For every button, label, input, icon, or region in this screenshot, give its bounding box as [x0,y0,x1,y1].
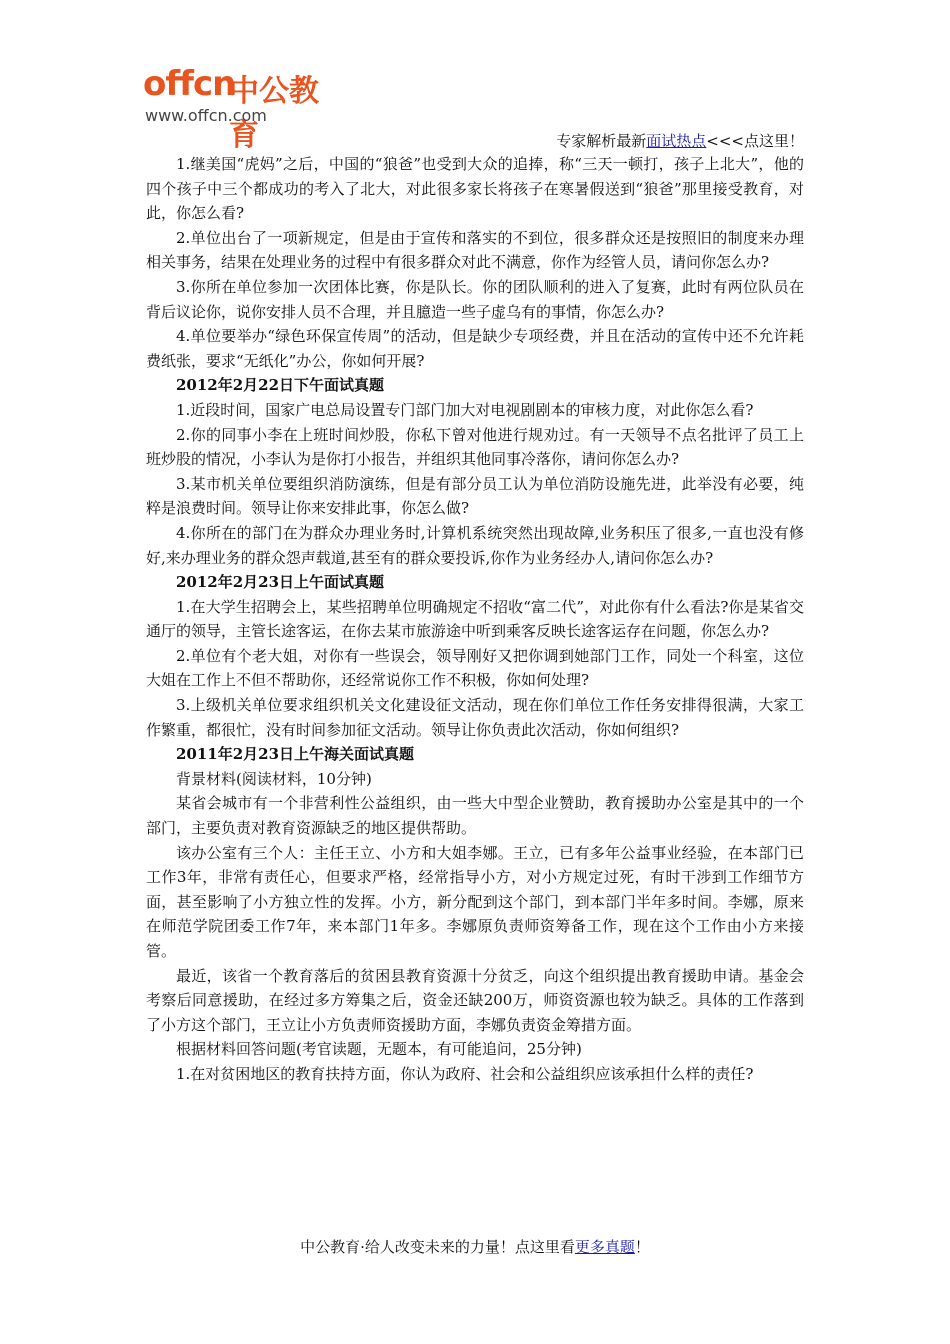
paragraph: 1.近段时间，国家广电总局设置专门部门加大对电视剧剧本的审核力度，对此你怎么看? [176,400,754,419]
paragraph: 某省会城市有一个非营利性公益组织，由一些大中型企业赞助，教育援助办公室是其中的一个部门，主要负责对教育资源缺乏的地区提供帮助。 [146,794,804,838]
header-prefix: 专家解析最新 [556,132,647,150]
paragraph: 1.在对贫困地区的教育扶持方面，你认为政府、社会和公益组织应该承担什么样的责任? [176,1064,754,1083]
paragraph: 1.继美国“虎妈”之后，中国的“狼爸”也受到大众的追捧，称“三天一顿打，孩子上北大”，他的四个孩子中三个都成功的考入了北大，对此很多家长将孩子在寒暑假送到“狼爸”那里接受教育，对此，你怎么看? [146,155,804,223]
footer-suffix: ！ [634,1238,650,1256]
paragraph: 4.单位要举办“绿色环保宣传周”的活动，但是缺少专项经费，并且在活动的宣传中还不允许耗费纸张，要求“无纸化”办公，你如何开展? [146,327,804,370]
article-body [146,152,804,1087]
paragraph: 最近，该省一个教育落后的贫困县教育资源十分贫乏，向这个组织提出教育援助申请。基金会考察后同意援助，在经过多方筹集之后，资金还缺200万，师资资源也较为缺乏。具体的工作落到了小方这个部门，王立让小方负责师资援助方面，李娜负责资金筹措方面。 [146,966,804,1034]
logo-brand: offcn [143,64,236,104]
section-heading: 2011年2月23日上午海关面试真题 [176,745,415,764]
paragraph: 该办公室有三个人：主任王立、小方和大姐李娜。王立，已有多年公益事业经验，在本部门已工作3年，非常有责任心，但要求严格，经常指导小方，对小方规定过死，有时干涉到工作细节方面，甚至影响了小方独立性的发挥。小方，新分配到这个部门，到本部门半年多时间。李娜，原来在师范学院团委工作7年，来本部门1年多。李娜原负责师资筹备工作，现在这个工作由小方来接管。 [146,843,804,960]
section-heading: 2012年2月22日下午面试真题 [176,376,385,395]
header-promo [556,130,804,151]
paragraph: 4.你所在的部门在为群众办理业务时,计算机系统突然出现故障,业务积压了很多,一直也没有修好,来办理业务的群众怨声载道,甚至有的群众要投诉,你作为业务经办人,请问你怎么办? [146,523,804,567]
paragraph: 2.你的同事小李在上班时间炒股，你私下曾对他进行规劝过。有一天领导不点名批评了员工上班炒股的情况，小李认为是你打小报告，并组织其他同事冷落你，请问你怎么办? [146,425,804,469]
paragraph: 2.单位有个老大姐，对你有一些误会，领导刚好又把你调到她部门工作，同处一个科室，这位大姐在工作上不但不帮助你，还经常说你工作不积极，你如何处理? [146,646,804,690]
logo-url: www.offcn.com [145,106,267,125]
paragraph: 3.你所在单位参加一次团体比赛，你是队长。你的团队顺利的进入了复赛，此时有两位队员在背后议论你，说你安排人员不合理，并且臆造一些子虚乌有的事情，你怎么办? [146,277,804,321]
section-heading: 2012年2月23日上午面试真题 [176,573,385,592]
header-suffix: <<<点这里！ [706,132,804,150]
paragraph: 2.单位出台了一项新规定，但是由于宣传和落实的不到位，很多群众还是按照旧的制度来办理相关事务，结果在处理业务的过程中有很多群众对此不满意，你作为经管人员，请问你怎么办? [146,228,804,272]
paragraph: 1.在大学生招聘会上，某些招聘单位明确规定不招收“富二代”，对此你有什么看法?你是某省交通厅的领导，主管长途客运，在你去某市旅游途中听到乘客反映长途客运存在问题，你怎么办? [146,597,804,641]
footer-promo [0,1236,950,1257]
logo-name: 中公教育 [229,74,319,153]
interview-hotspot-link[interactable]: 面试热点 [646,132,707,150]
paragraph: 3.上级机关单位要求组织机关文化建设征文活动，现在你们单位工作任务安排得很满，大家工作繁重，都很忙，没有时间参加征文活动。领导让你负责此次活动，你如何组织? [146,696,804,739]
footer-prefix: 中公教育·给人改变未来的力量！点这里看 [300,1238,575,1256]
offcn-logo[interactable] [143,60,343,153]
paragraph: 背景材料(阅读材料，10分钟) [176,769,372,788]
paragraph: 3.某市机关单位要组织消防演练，但是有部分员工认为单位消防设施先进，此举没有必要，纯粹是浪费时间。领导让你来安排此事，你怎么做? [146,474,804,518]
more-questions-link[interactable]: 更多真题 [574,1238,635,1256]
paragraph: 根据材料回答问题(考官读题，无题本，有可能追问，25分钟) [176,1040,582,1059]
